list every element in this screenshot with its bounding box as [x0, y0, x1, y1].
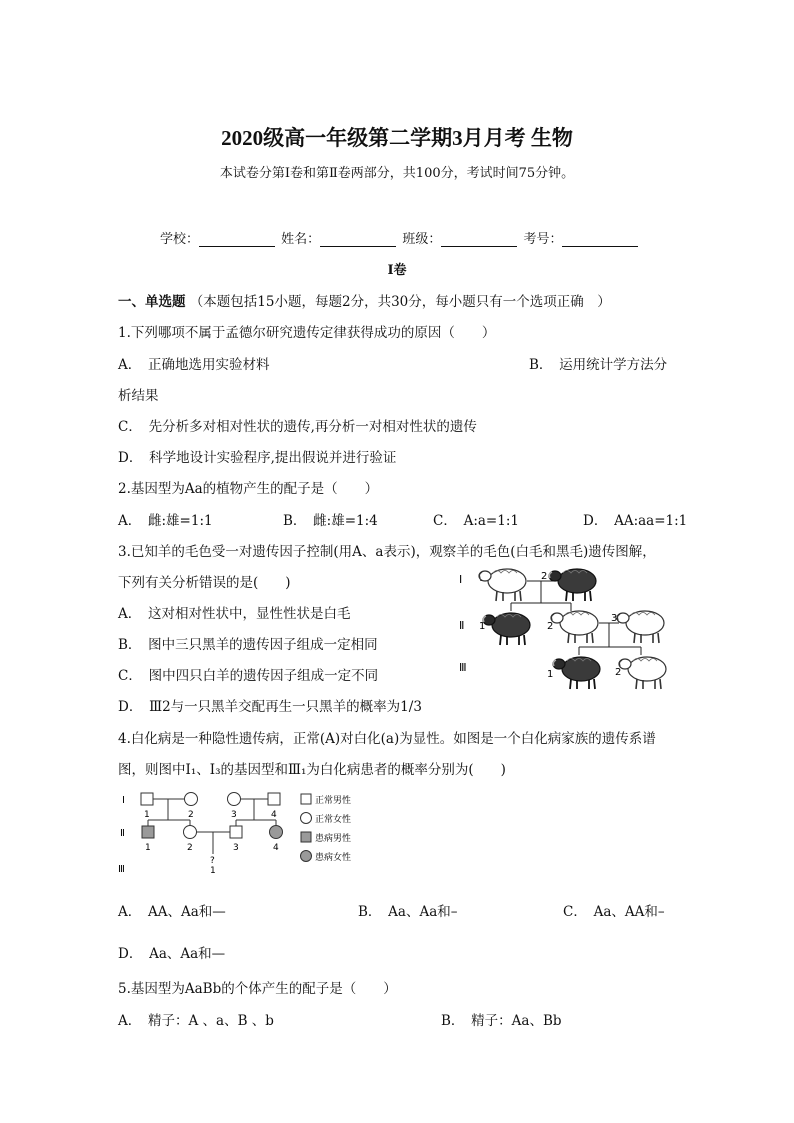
part-heading	[118, 290, 611, 310]
q5-stem: 5.基因型为AaBb的个体产生的配子是（ ）	[118, 981, 397, 997]
q5-option-a: A． 精子：A 、a、B 、b	[118, 1013, 274, 1029]
white-sheep-icon	[479, 569, 526, 601]
q2-option-b: B． 雌:雄=1:4	[283, 513, 378, 529]
gen-label-I: Ⅰ	[459, 573, 463, 586]
normal-male-symbol	[230, 826, 242, 838]
normal-female-symbol	[228, 793, 241, 806]
q1-option-c: C． 先分析多对相对性状的遗传,再分析一对相对性状的遗传	[118, 419, 477, 435]
school-label: 学校：	[160, 232, 200, 247]
pedigree-num: 3	[231, 810, 237, 820]
q4-option-a: A． AA、Aa和—	[118, 904, 226, 920]
name-label: 姓名：	[281, 232, 321, 247]
legend-label: 患病男性	[315, 834, 352, 844]
black-sheep-icon	[553, 657, 600, 689]
q3-stem: 3.已知羊的毛色受一对遗传因子控制(用A、a表示)，观察羊的毛色(白毛和黑毛)遗传图解，	[118, 544, 656, 560]
normal-male-symbol	[268, 793, 280, 805]
legend-label: 患病女性	[315, 853, 352, 863]
class-blank	[441, 234, 517, 247]
gen-label-II: Ⅱ	[459, 619, 465, 632]
q4-option-d: D． Aa、Aa和—	[118, 946, 226, 962]
q2-option-a: A． 雌:雄=1:1	[118, 513, 213, 529]
q2-option-d: D． AA:aa=1:1	[583, 513, 688, 529]
legend-label: 正常男性	[315, 796, 352, 806]
pedigree-num: 2	[188, 810, 194, 820]
q1-option-b-continued: 析结果	[118, 388, 159, 404]
id-label: 考号：	[523, 232, 563, 247]
gen-label-I: Ⅰ	[122, 795, 125, 806]
pedigree-num: 4	[271, 810, 277, 820]
white-sheep-icon	[551, 611, 598, 643]
black-sheep-icon	[549, 569, 596, 601]
q3-stem-2: 下列有关分析错误的是( )	[118, 575, 291, 591]
gen-label-II: Ⅱ	[120, 828, 125, 839]
pedigree-num: 2	[187, 843, 193, 853]
info-line	[160, 228, 640, 247]
black-sheep-icon	[483, 613, 530, 645]
sheep-num-III2: 2	[615, 667, 622, 678]
affected-male-symbol	[142, 826, 154, 838]
pedigree-num: 3	[233, 843, 239, 853]
q1-option-b: B． 运用统计学方法分	[529, 357, 668, 373]
white-sheep-icon	[617, 611, 664, 643]
sheep-num-III1: 1	[547, 669, 554, 680]
q4-option-c: C． Aa、AA和–	[563, 904, 665, 920]
q4-stem: 4.白化病是一种隐性遗传病，正常(A)对白化(a)为显性。如图是一个白化病家族的遗传系谱	[118, 731, 656, 747]
pedigree-num: 1	[144, 810, 150, 820]
q1-stem: 1.下列哪项不属于孟德尔研究遗传定律获得成功的原因（ ）	[118, 325, 496, 341]
legend-label: 正常女性	[315, 815, 352, 825]
pedigree-num: 1	[145, 843, 151, 853]
section-title: Ⅰ卷	[387, 263, 407, 278]
sheep-num-I2: 2	[541, 571, 548, 582]
sheep-num-II3: 3	[611, 613, 618, 624]
sheep-num-II2: 2	[547, 621, 554, 632]
q4-stem-2: 图，则图中Ⅰ₁、Ⅰ₃的基因型和Ⅲ₁为白化病患者的概率分别为( )	[118, 762, 506, 778]
normal-female-symbol	[185, 793, 198, 806]
normal-male-symbol	[141, 793, 153, 805]
affected-female-symbol	[270, 826, 283, 839]
legend-normal-male-icon	[301, 794, 311, 804]
normal-female-symbol	[184, 826, 197, 839]
gen-label-III: Ⅲ	[118, 864, 125, 875]
legend-affected-female-icon	[301, 851, 312, 862]
part-desc: （本题包括15小题，每题2分，共30分，每小题只有一个选项正确 ）	[189, 294, 611, 310]
part-label: 一、单选题	[118, 294, 186, 310]
q3-option-c: C． 图中四只白羊的遗传因子组成一定不同	[118, 668, 379, 684]
q1-option-d: D． 科学地设计实验程序,提出假说并进行验证	[118, 450, 397, 466]
q1-option-a: A． 正确地选用实验材料	[118, 357, 270, 373]
pedigree-num: 1	[210, 866, 216, 876]
q2-option-c: C． A:a=1:1	[433, 513, 519, 529]
sheep-pedigree-figure	[455, 565, 675, 695]
exam-instructions: 本试卷分第Ⅰ卷和第Ⅱ卷两部分，共100分，考试时间75分钟。	[219, 166, 575, 181]
legend-normal-female-icon	[301, 813, 312, 824]
gen-label-III: Ⅲ	[459, 661, 467, 674]
q3-option-b: B． 图中三只黑羊的遗传因子组成一定相同	[118, 637, 378, 653]
legend-affected-male-icon	[301, 832, 311, 842]
page-title: 2020级高一年级第二学期3月月考 生物	[221, 126, 573, 150]
q2-stem: 2.基因型为Aa的植物产生的配子是（ ）	[118, 481, 379, 497]
class-label: 班级：	[402, 232, 442, 247]
pedigree-num: 4	[273, 843, 279, 853]
q3-option-d: D． Ⅲ2与一只黑羊交配再生一只黑羊的概率为1/3	[118, 699, 422, 715]
id-blank	[562, 234, 638, 247]
school-blank	[199, 234, 275, 247]
sheep-num-II1: 1	[479, 621, 486, 632]
albinism-pedigree-figure	[116, 786, 368, 878]
q5-option-b: B． 精子：Aa、Bb	[441, 1013, 562, 1029]
q4-option-b: B． Aa、Aa和–	[358, 904, 458, 920]
white-sheep-icon	[619, 657, 666, 689]
pedigree-unknown-mark: ?	[210, 856, 215, 866]
q3-option-a: A． 这对相对性状中，显性性状是白毛	[118, 606, 351, 622]
name-blank	[320, 234, 396, 247]
